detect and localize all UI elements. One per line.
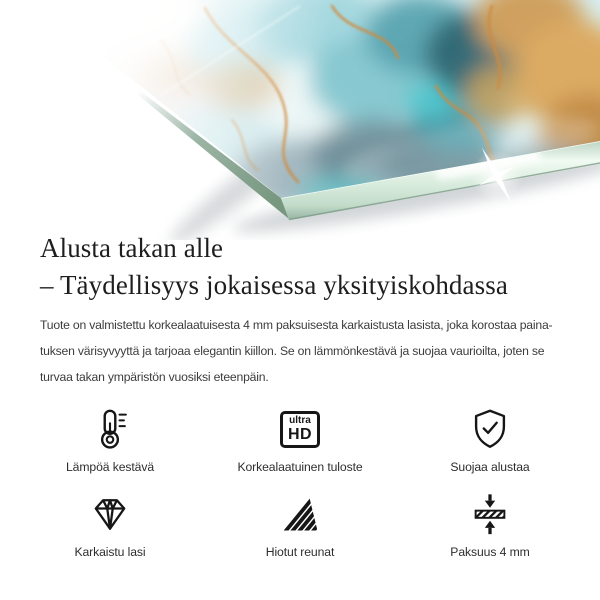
feature-label: Lämpöä kestävä bbox=[65, 460, 155, 474]
feature-polished-edges bbox=[205, 491, 395, 559]
diamond-icon bbox=[87, 491, 133, 537]
feature-grid bbox=[15, 406, 585, 559]
page-title-line1: Alusta takan alle bbox=[40, 233, 224, 263]
feature-heat-resistant bbox=[15, 406, 205, 474]
product-description bbox=[0, 312, 600, 390]
polished-edges-icon bbox=[277, 491, 323, 537]
ultra-hd-icon-text-top: ultra bbox=[289, 414, 311, 426]
thickness-icon bbox=[467, 491, 513, 537]
description-line: Tuote on valmistettu korkealaatuisesta 4 mm paksuisesta karkaistusta lasista, joka korostaa paina- bbox=[40, 318, 553, 332]
feature-print-quality bbox=[205, 406, 395, 474]
feature-thickness bbox=[395, 491, 585, 559]
thermometer-icon bbox=[87, 406, 133, 452]
product-hero-image bbox=[0, 0, 600, 240]
page-title bbox=[0, 230, 600, 304]
feature-label: Hiotut reunat bbox=[265, 545, 335, 559]
feature-tempered-glass bbox=[15, 491, 205, 559]
feature-protects-base bbox=[395, 406, 585, 474]
description-line: turvaa takan ympäristön vuosiksi eteenpäin. bbox=[40, 370, 269, 384]
glass-panel-render bbox=[0, 0, 600, 240]
ultra-hd-icon bbox=[280, 406, 320, 452]
feature-label: Paksuus 4 mm bbox=[450, 545, 530, 559]
description-line: tuksen värisyvyyttä ja tarjoaa elegantin kiillon. Se on lämmönkestävä ja suojaa vaurioilta, joten se bbox=[40, 344, 545, 358]
feature-label: Karkaistu lasi bbox=[74, 545, 146, 559]
shield-check-icon bbox=[467, 406, 513, 452]
feature-label: Suojaa alustaa bbox=[450, 460, 530, 474]
ultra-hd-icon-text-bottom: HD bbox=[287, 425, 313, 443]
feature-label: Korkealaatuinen tuloste bbox=[237, 460, 363, 474]
page-title-line2: – Täydellisyys jokaisessa yksityiskohdassa bbox=[40, 270, 508, 300]
